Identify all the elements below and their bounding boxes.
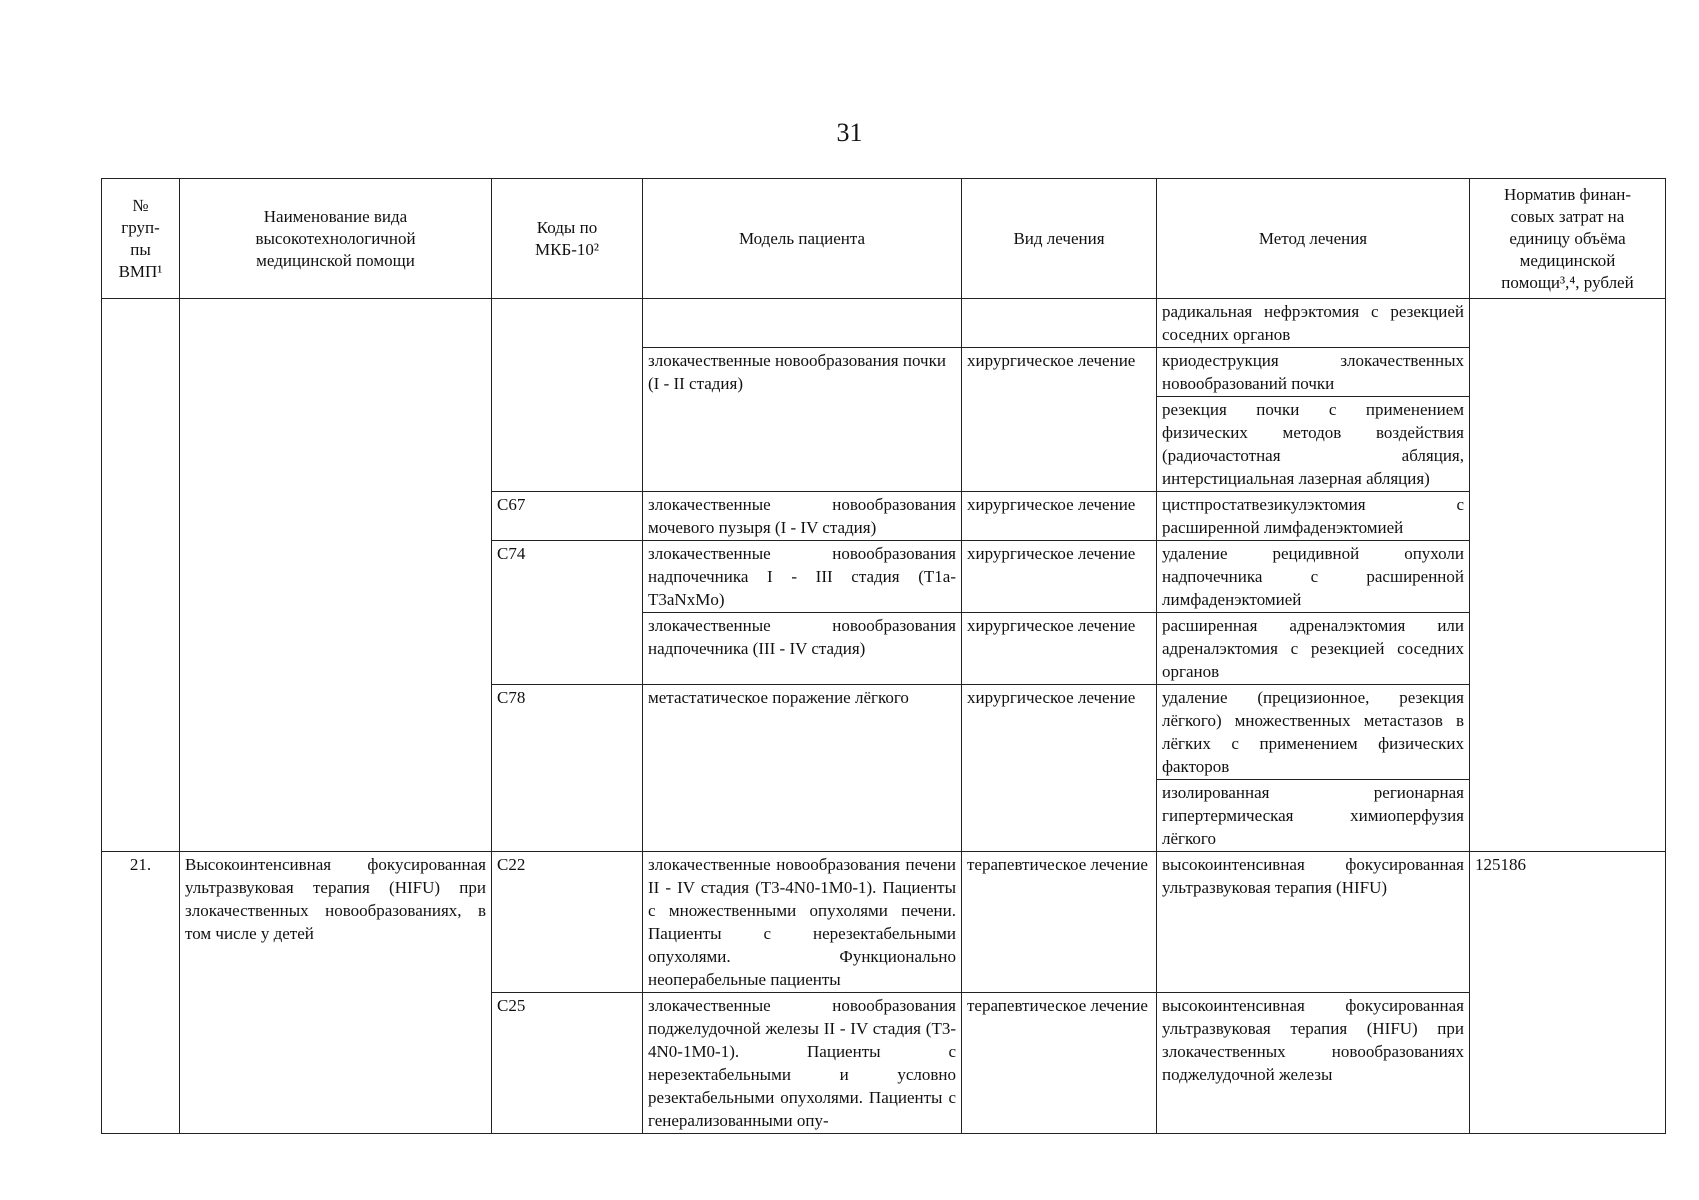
treatment-type-cell bbox=[962, 299, 1157, 348]
header-group-number: № груп- пы ВМП¹ bbox=[102, 179, 180, 299]
treatment-type-cell: хирургическое лечение bbox=[962, 541, 1157, 613]
table-row bbox=[102, 852, 1666, 993]
vmp-table bbox=[101, 178, 1666, 1134]
cost-cell: 125186 bbox=[1470, 852, 1666, 1134]
treatment-method-cell: резекция почки с применением физических методов воздействия (радиочастотная абляция, интерстициальная лазерная абляция) bbox=[1157, 397, 1470, 492]
patient-model-cell: злокачественные новообразования надпочечника I - III стадия (T1a-T3aNxMo) bbox=[643, 541, 962, 613]
treatment-type-cell: хирургическое лечение bbox=[962, 492, 1157, 541]
icd-code-cell: C78 bbox=[492, 685, 643, 852]
care-name-cell: Высокоинтенсивная фокусированная ультразвуковая терапия (HIFU) при злокачественных новообразованиях, в том числе у детей bbox=[180, 852, 492, 1134]
header-patient-model: Модель пациента bbox=[643, 179, 962, 299]
header-treatment-method: Метод лечения bbox=[1157, 179, 1470, 299]
treatment-type-cell: хирургическое лечение bbox=[962, 685, 1157, 852]
patient-model-cell: злокачественные новообразования надпочечника (III - IV стадия) bbox=[643, 613, 962, 685]
group-number-cell: 21. bbox=[102, 852, 180, 1134]
group-number-cell bbox=[102, 299, 180, 852]
treatment-type-cell: хирургическое лечение bbox=[962, 613, 1157, 685]
page-number: 31 bbox=[836, 118, 863, 147]
icd-code-cell bbox=[492, 299, 643, 492]
header-icd-codes: Коды по МКБ-10² bbox=[492, 179, 643, 299]
cost-cell bbox=[1470, 299, 1666, 852]
treatment-method-cell: радикальная нефрэктомия с резекцией соседних органов bbox=[1157, 299, 1470, 348]
treatment-method-cell: цистпростатвезикулэктомия с расширенной лимфаденэктомией bbox=[1157, 492, 1470, 541]
treatment-method-cell: изолированная регионарная гипертермическая химиоперфузия лёгкого bbox=[1157, 780, 1470, 852]
treatment-type-cell: терапевтическое лечение bbox=[962, 852, 1157, 993]
patient-model-cell bbox=[643, 299, 962, 348]
header-cost-standard: Норматив финан- совых затрат на единицу объёма медицинской помощи³,⁴, рублей bbox=[1470, 179, 1666, 299]
icd-code-cell: C74 bbox=[492, 541, 643, 685]
treatment-method-cell: удаление рецидивной опухоли надпочечника с расширенной лимфаденэктомией bbox=[1157, 541, 1470, 613]
treatment-method-cell: криодеструкция злокачественных новообразований почки bbox=[1157, 348, 1470, 397]
treatment-type-cell: хирургическое лечение bbox=[962, 348, 1157, 492]
icd-code-cell: C22 bbox=[492, 852, 643, 993]
header-treatment-type: Вид лечения bbox=[962, 179, 1157, 299]
patient-model-cell: метастатическое поражение лёгкого bbox=[643, 685, 962, 852]
patient-model-cell: злокачественные новообразования печени II - IV стадия (T3-4N0-1M0-1). Пациенты с множественными опухолями печени. Пациенты с нерезектабельными опухолями. Функционально неоперабельные пациенты bbox=[643, 852, 962, 993]
icd-code-cell: C25 bbox=[492, 993, 643, 1134]
table-row bbox=[102, 299, 1666, 348]
treatment-type-cell: терапевтическое лечение bbox=[962, 993, 1157, 1134]
treatment-method-cell: высокоинтенсивная фокусированная ультразвуковая терапия (HIFU) при злокачественных новообразованиях поджелудочной железы bbox=[1157, 993, 1470, 1134]
treatment-method-cell: расширенная адреналэктомия или адреналэктомия с резекцией соседних органов bbox=[1157, 613, 1470, 685]
care-name-cell bbox=[180, 299, 492, 852]
patient-model-cell: злокачественные новообразования мочевого пузыря (I - IV стадия) bbox=[643, 492, 962, 541]
patient-model-cell: злокачественные новообразования поджелудочной железы II - IV стадия (T3-4N0-1M0-1). Пациенты с нерезектабельными и условно резектабельными опухолями. Пациенты с генерализованными опу- bbox=[643, 993, 962, 1134]
table-header-row bbox=[102, 179, 1666, 299]
treatment-method-cell: высокоинтенсивная фокусированная ультразвуковая терапия (HIFU) bbox=[1157, 852, 1470, 993]
patient-model-cell: злокачественные новообразования почки (I - II стадия) bbox=[643, 348, 962, 492]
header-care-name: Наименование вида высокотехнологичной медицинской помощи bbox=[180, 179, 492, 299]
treatment-method-cell: удаление (прецизионное, резекция лёгкого) множественных метастазов в лёгких с применением физических факторов bbox=[1157, 685, 1470, 780]
icd-code-cell: C67 bbox=[492, 492, 643, 541]
